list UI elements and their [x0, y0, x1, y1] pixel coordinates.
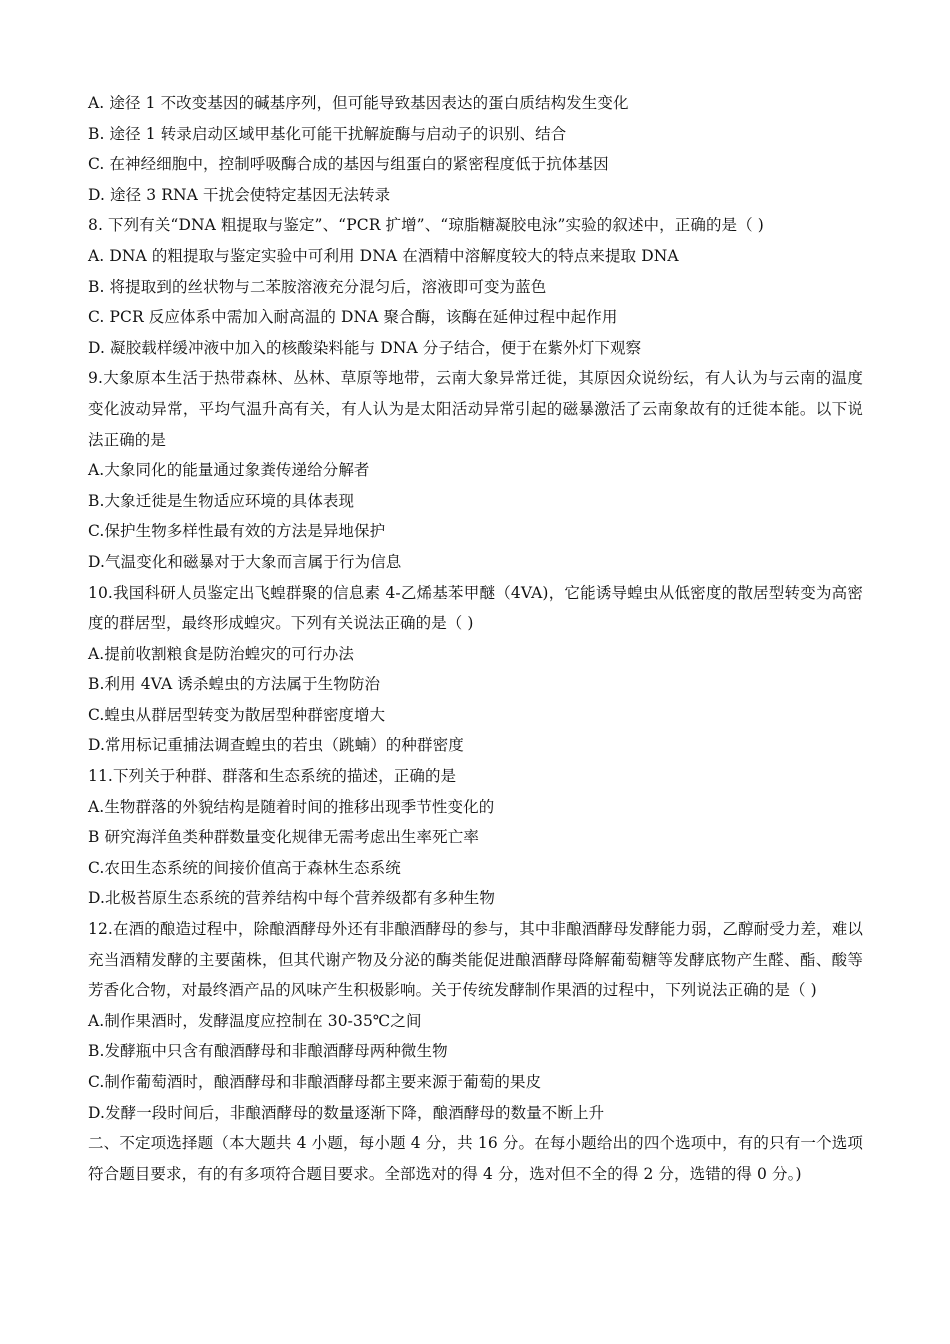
option-b: B 研究海洋鱼类种群数量变化规律无需考虑出生率死亡率 — [88, 828, 479, 847]
question-12 — [88, 914, 863, 1128]
option-d: D.常用标记重捕法调查蝗虫的若虫（跳蝻）的种群密度 — [88, 736, 464, 755]
option-b: B. 将提取到的丝状物与二苯胺溶液充分混匀后，溶液即可变为蓝色 — [88, 277, 547, 296]
section-2-heading: 二、不定项选择题（本大题共 4 小题，每小题 4 分，共 16 分。在每小题给出的四个选项中，有的只有一个选项符合题目要求，有的有多项符合题目要求。全部选对的得 4 分，选对但不全的得 2 分，选错的得 0 分。) — [88, 1134, 863, 1183]
question-stem: 8. 下列有关“DNA 粗提取与鉴定”、“PCR 扩增”、“琼脂糖凝胶电泳”实验的叙述中，正确的是（ ) — [88, 216, 764, 235]
exam-page — [88, 88, 863, 1189]
question-stem: 10.我国科研人员鉴定出飞蝗群聚的信息素 4-乙烯基苯甲醚（4VA)，它能诱导蝗虫从低密度的散居型转变为高密度的群居型，最终形成蝗灾。下列有关说法正确的是（ ) — [88, 583, 863, 633]
option-c: C.蝗虫从群居型转变为散居型种群密度增大 — [88, 705, 386, 724]
option-a: A. DNA 的粗提取与鉴定实验中可利用 DNA 在酒精中溶解度较大的特点来提取 DNA — [88, 246, 679, 265]
question-9 — [88, 363, 863, 577]
option-a: A.大象同化的能量通过象粪传递给分解者 — [88, 461, 370, 480]
option-c: C.制作葡萄酒时，酿酒酵母和非酿酒酵母都主要来源于葡萄的果皮 — [88, 1073, 542, 1091]
option-d: D.发酵一段时间后，非酿酒酵母的数量逐渐下降，酿酒酵母的数量不断上升 — [88, 1103, 605, 1122]
question-stem: 9.大象原本生活于热带森林、丛林、草原等地带，云南大象异常迁徙，其原因众说纷纭，有人认为与云南的温度变化波动异常，平均气温升高有关，有人认为是太阳活动异常引起的磁暴激活了云南象故有的迁徙本能。以下说法正确的是 — [88, 369, 863, 449]
option-a: A.提前收割粮食是防治蝗灾的可行办法 — [88, 644, 354, 663]
option-c: C.保护生物多样性最有效的方法是异地保护 — [88, 522, 386, 541]
question-11 — [88, 761, 863, 914]
option-d: D. 凝胶载样缓冲液中加入的核酸染料能与 DNA 分子结合，便于在紫外灯下观察 — [88, 338, 642, 357]
option-d: D. 途径 3 RNA 干扰会使特定基因无法转录 — [88, 185, 391, 204]
option-b: B.发酵瓶中只含有酿酒酵母和非酿酒酵母两种微生物 — [88, 1042, 448, 1061]
option-a: A. 途径 1 不改变基因的碱基序列，但可能导致基因表达的蛋白质结构发生变化 — [88, 94, 629, 112]
option-d: D.气温变化和磁暴对于大象而言属于行为信息 — [88, 552, 402, 571]
option-b: B.大象迁徙是生物适应环境的具体表现 — [88, 491, 355, 510]
question-10 — [88, 578, 863, 762]
question-stem: 12.在酒的酿造过程中，除酿酒酵母外还有非酿酒酵母的参与，其中非酿酒酵母发酵能力弱，乙醇耐受力差，难以充当酒精发酵的主要菌株，但其代谢产物及分泌的酶类能促进酿酒酵母降解葡萄糖等发酵底物产生醛、酯、酸等芳香化合物，对最终酒产品的风味产生积极影响。关于传统发酵制作果酒的过程中，下列说法正确的是（ ) — [88, 920, 863, 1000]
option-d: D.北极苔原生态系统的营养结构中每个营养级都有多种生物 — [88, 889, 496, 908]
option-c: C. 在神经细胞中，控制呼吸酶合成的基因与组蛋白的紧密程度低于抗体基因 — [88, 155, 609, 174]
option-a: A.制作果酒时，发酵温度应控制在 30-35℃之间 — [88, 1011, 422, 1030]
option-a: A.生物群落的外貌结构是随着时间的推移出现季节性变化的 — [88, 797, 495, 816]
question-7-options — [88, 88, 863, 210]
question-8 — [88, 210, 863, 363]
option-b: B. 途径 1 转录启动区域甲基化可能干扰解旋酶与启动子的识别、结合 — [88, 124, 567, 143]
question-stem: 11.下列关于种群、群落和生态系统的描述，正确的是 — [88, 767, 457, 786]
option-b: B.利用 4VA 诱杀蝗虫的方法属于生物防治 — [88, 675, 381, 694]
option-c: C.农田生态系统的间接价值高于森林生态系统 — [88, 858, 401, 877]
option-c: C. PCR 反应体系中需加入耐高温的 DNA 聚合酶，该酶在延伸过程中起作用 — [88, 308, 618, 327]
